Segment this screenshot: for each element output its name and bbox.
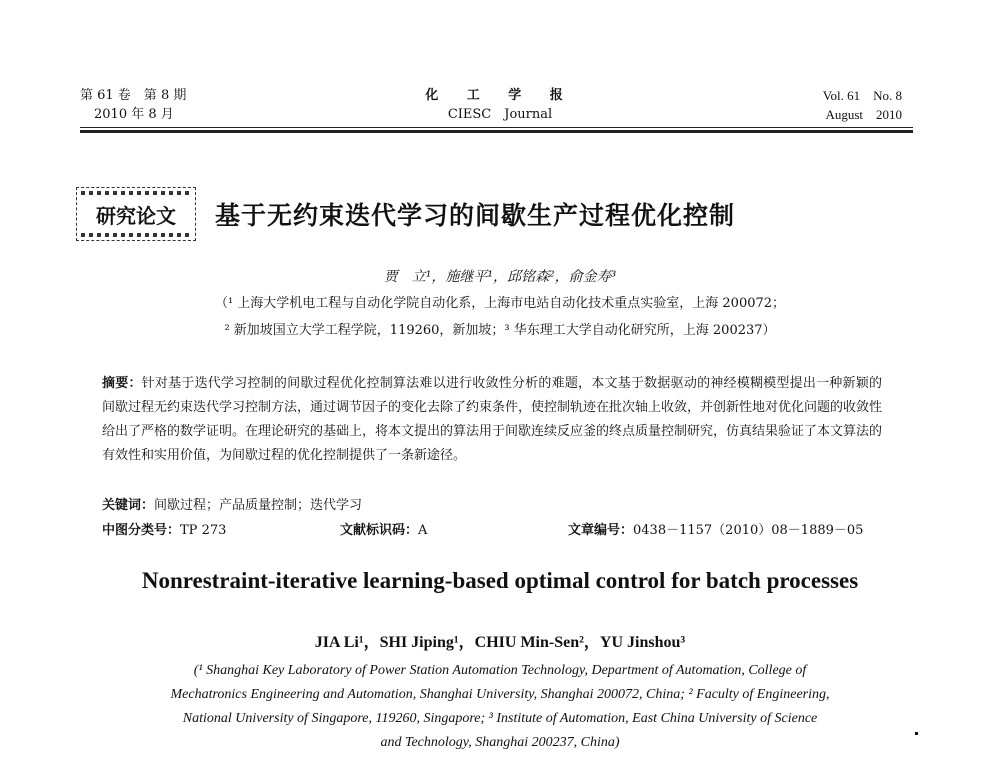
article-number-value: 0438－1157（2010）08－1889－05: [633, 523, 864, 538]
keywords-text: 间歇过程；产品质量控制；迭代学习: [154, 498, 363, 513]
journal-name-cn: 化 工 学 报: [425, 88, 575, 103]
title-en: Nonrestraint-iterative learning-based optimal control for batch processes: [141, 568, 859, 593]
affiliation-en-2: Mechatronics Engineering and Automation, Shanghai University, Shanghai 200072, China; ² Faculty of Engineering,: [170, 687, 830, 702]
section-badge-label: 研究论文: [96, 203, 176, 228]
abstract-text: 针对基于迭代学习控制的间歇过程优化控制算法难以进行收敛性分析的难题，本文基于数据驱动的神经模糊模型提出一种新颖的间歇过程无约束迭代学习控制方法，通过调节因子的变化去除了约束条件，使控制轨迹在批次轴上收敛，并创新性地对优化问题的收敛性给出了严格的数学证明。在理论研究的基础上，将本文提出的算法用于间歇连续反应釜的终点质量控制研究，仿真结果验证了本文算法的有效性和实用价值，为间歇过程的优化控制提供了一条新途径。: [102, 376, 883, 463]
clc-value: TP 273: [180, 523, 227, 538]
affiliation-cn-2: ² 新加坡国立大学工程学院，119260，新加坡；³ 华东理工大学自动化研究所，上海 200237）: [224, 323, 776, 338]
doc-code-value: A: [418, 523, 428, 538]
affiliation-en-1: (¹ Shanghai Key Laboratory of Power Station Automation Technology, Department of Automation, College of: [193, 663, 807, 678]
journal-name-en: CIESC Journal: [447, 107, 553, 122]
volume-issue-cn: 第 61 卷 第 8 期: [80, 88, 187, 103]
affiliation-en-4: and Technology, Shanghai 200237, China): [380, 735, 620, 750]
article-number-label: 文章编号：: [568, 523, 634, 538]
header-rule-thin: [80, 127, 913, 128]
section-badge: [76, 187, 196, 241]
abstract: [102, 372, 882, 468]
date-cn: 2010 年 8 月: [94, 107, 174, 122]
article-number: [568, 519, 863, 538]
clc-number: [102, 519, 226, 538]
keywords-label: 关键词：: [102, 498, 155, 513]
header-rule-thick: [80, 130, 913, 133]
affiliation-en-3: National University of Singapore, 119260, Singapore; ³ Institute of Automation, East China University of Science: [182, 711, 818, 726]
doc-code-label: 文献标识码：: [340, 523, 419, 538]
keywords: [102, 494, 362, 513]
authors-cn: 贾 立¹，施继平¹，邱铭森²，俞金寿³: [383, 269, 617, 285]
doc-code: [340, 519, 427, 538]
affiliation-cn-1: （¹ 上海大学机电工程与自动化学院自动化系，上海市电站自动化技术重点实验室，上海 200072；: [214, 296, 786, 311]
affiliations-en: [60, 659, 940, 755]
clc-label: 中图分类号：: [102, 523, 181, 538]
stray-dot: [915, 732, 918, 735]
authors-en: JIA Li¹，SHI Jiping¹，CHIU Min-Sen²，YU Jinshou³: [314, 634, 686, 651]
volume-issue-en: Vol. 61 No. 8: [822, 88, 902, 103]
date-en: August 2010: [825, 107, 902, 122]
abstract-label: 摘要：: [102, 376, 142, 391]
title-cn: 基于无约束迭代学习的间歇生产过程优化控制: [215, 201, 736, 230]
header-right: [823, 86, 902, 124]
